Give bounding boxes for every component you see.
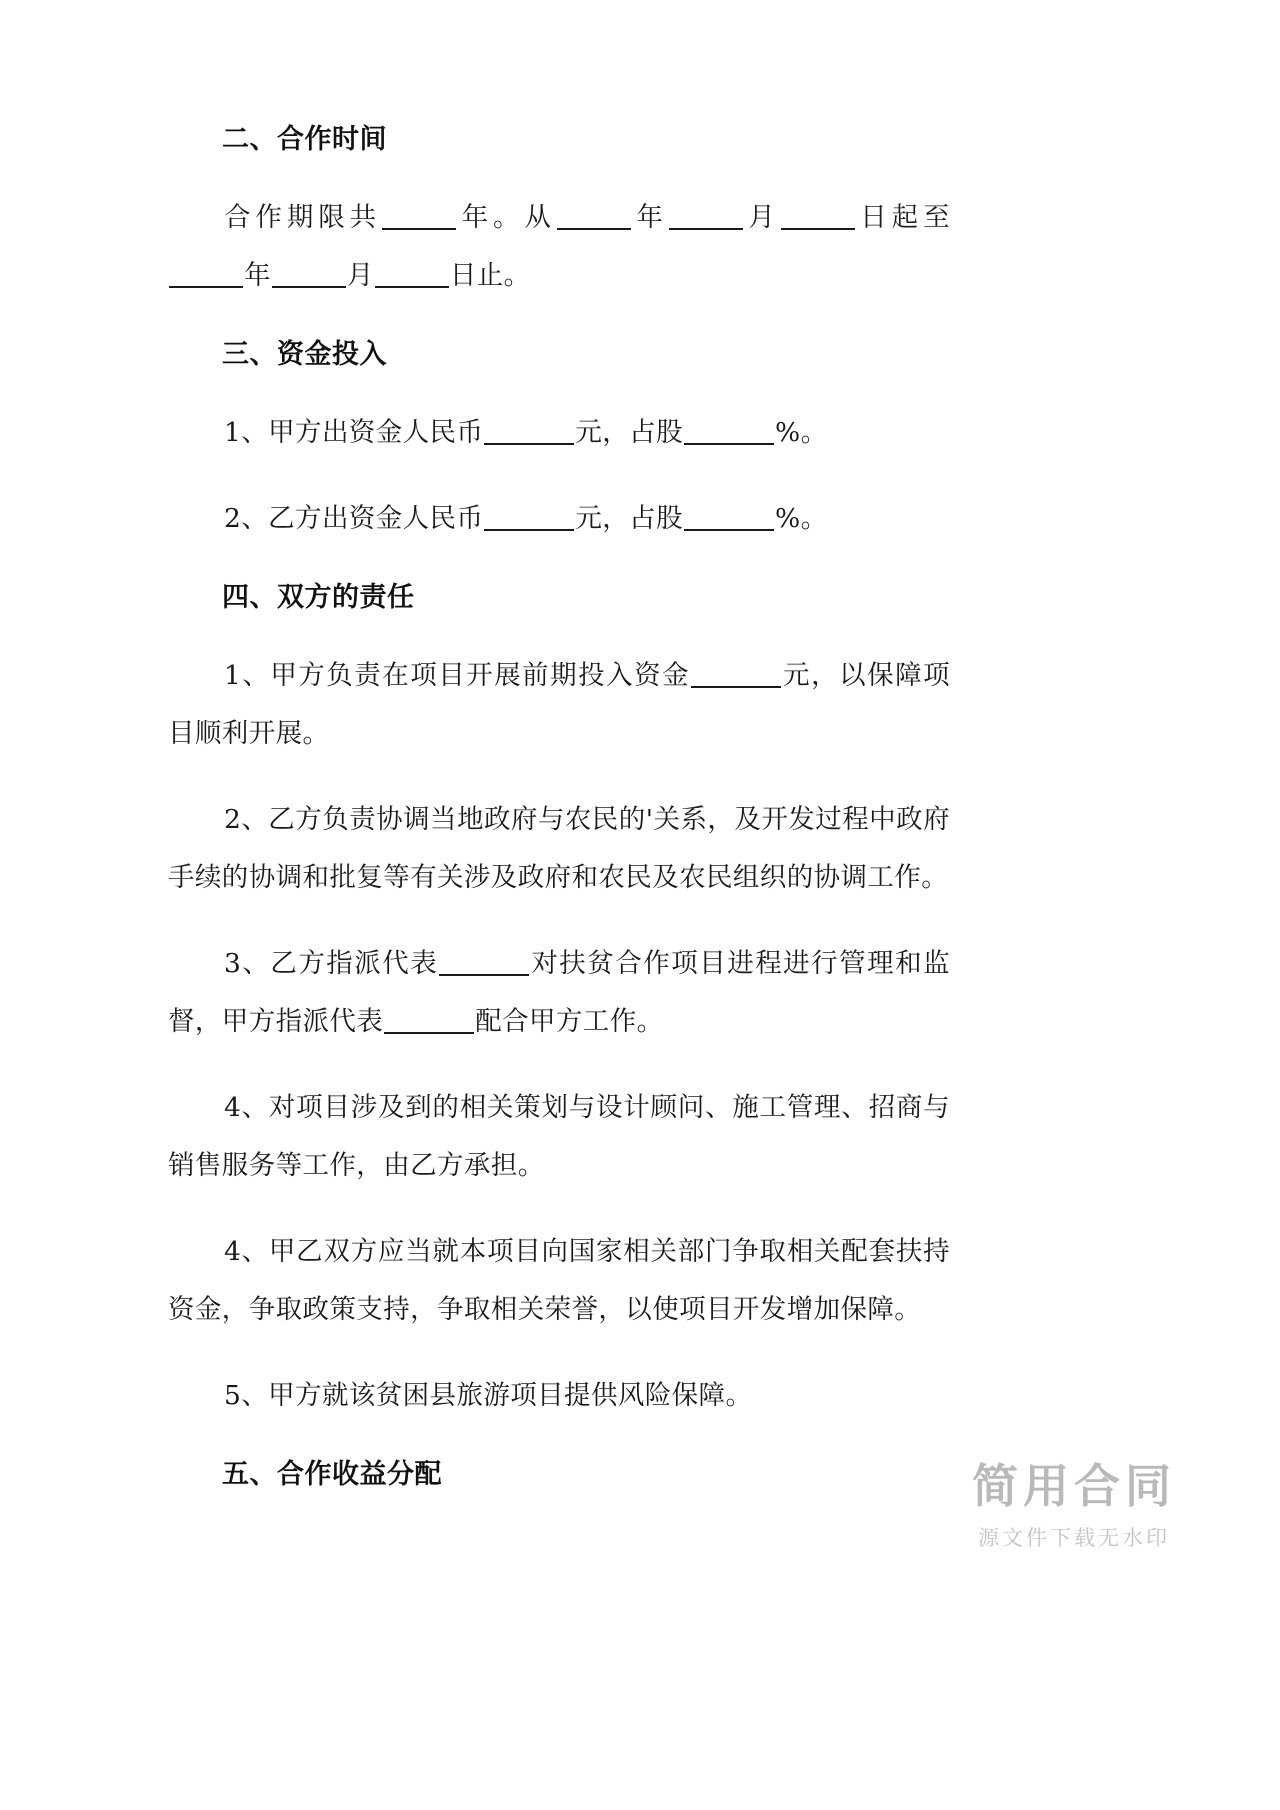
section-heading-cooperation-period: 二、合作时间	[222, 124, 387, 155]
spacer	[168, 1195, 950, 1223]
text-run: 合作期限共	[224, 202, 382, 233]
fill-in-blank-party-b-amount[interactable]	[484, 529, 574, 531]
text-run: 年。从	[457, 202, 556, 233]
fill-in-blank-end-year[interactable]	[169, 286, 243, 288]
section-heading-responsibilities: 四、双方的责任	[222, 582, 415, 613]
paragraph-party-a-capital	[168, 404, 950, 462]
text-run: 对扶贫合作项目进程进行管理和监督，甲方指派代表	[168, 948, 950, 1037]
fill-in-blank-end-month[interactable]	[272, 286, 346, 288]
text-run: 1、甲方负责在项目开展前期投入资金	[224, 660, 691, 691]
text-run: 2、乙方出资金人民币	[224, 503, 484, 534]
spacer	[168, 907, 950, 935]
text-run: 日止。	[449, 260, 531, 291]
text-run: 年	[244, 260, 271, 291]
text-run: 月	[346, 260, 374, 291]
fill-in-blank-start-year[interactable]	[557, 228, 631, 230]
fill-in-blank-party-a-representative[interactable]	[384, 1032, 474, 1034]
spacer	[168, 611, 950, 647]
text-run: 1、甲方出资金人民币	[224, 417, 484, 448]
text-run: 5、甲方就该贫困县旅游项目提供风险保障。	[224, 1380, 753, 1411]
spacer	[168, 1339, 950, 1367]
spacer	[168, 1425, 950, 1461]
fill-in-blank-start-month[interactable]	[669, 228, 743, 230]
spacer	[168, 763, 950, 791]
paragraph-cooperation-period	[168, 189, 950, 305]
paragraph-responsibility-2	[168, 791, 950, 907]
text-run: %。	[774, 417, 828, 448]
paragraph-party-b-capital	[168, 490, 950, 548]
text-run: 3、乙方指派代表	[224, 948, 439, 979]
section-heading-profit-distribution: 五、合作收益分配	[222, 1459, 442, 1490]
paragraph-responsibility-3	[168, 935, 950, 1051]
paragraph-responsibility-4b	[168, 1223, 950, 1339]
fill-in-blank-start-day[interactable]	[781, 228, 855, 230]
text-run: 月	[743, 202, 780, 233]
text-run: %。	[774, 503, 828, 534]
fill-in-blank-party-b-representative[interactable]	[439, 974, 529, 976]
text-run: 年	[631, 202, 668, 233]
document-body	[168, 126, 950, 1488]
spacer	[168, 368, 950, 404]
text-run: 日起至	[855, 202, 951, 233]
fill-in-blank-end-day[interactable]	[375, 286, 449, 288]
fill-in-blank-upfront-capital[interactable]	[691, 686, 781, 688]
spacer	[168, 305, 950, 341]
fill-in-blank-party-b-share[interactable]	[684, 529, 774, 531]
spacer	[168, 153, 950, 189]
paragraph-responsibility-4a	[168, 1079, 950, 1195]
watermark	[924, 1458, 1224, 1552]
fill-in-blank-years-total[interactable]	[382, 228, 456, 230]
text-run: 元，占股	[575, 417, 683, 448]
watermark-brand-text: 简用合同	[972, 1458, 1176, 1513]
spacer	[168, 462, 950, 490]
fill-in-blank-party-a-share[interactable]	[684, 443, 774, 445]
paragraph-responsibility-1	[168, 647, 950, 763]
spacer	[168, 1051, 950, 1079]
fill-in-blank-party-a-amount[interactable]	[484, 443, 574, 445]
text-run: 配合甲方工作。	[475, 1006, 664, 1037]
text-run: 4、甲乙双方应当就本项目向国家相关部门争取相关配套扶持资金，争取政策支持，争取相关荣誉，以使项目开发增加保障。	[168, 1236, 950, 1325]
text-run: 4、对项目涉及到的相关策划与设计顾问、施工管理、招商与销售服务等工作，由乙方承担。	[168, 1092, 950, 1181]
watermark-subtitle-text: 源文件下载无水印	[978, 1526, 1170, 1550]
text-run: 元，以保障项目顺利开展。	[168, 660, 950, 749]
section-heading-capital-investment: 三、资金投入	[222, 339, 387, 370]
spacer	[168, 548, 950, 584]
paragraph-responsibility-5	[168, 1367, 950, 1425]
text-run: 2、乙方负责协调当地政府与农民的'关系，及开发过程中政府手续的协调和批复等有关涉及政府和农民及农民组织的协调工作。	[168, 804, 950, 893]
text-run: 元，占股	[575, 503, 683, 534]
